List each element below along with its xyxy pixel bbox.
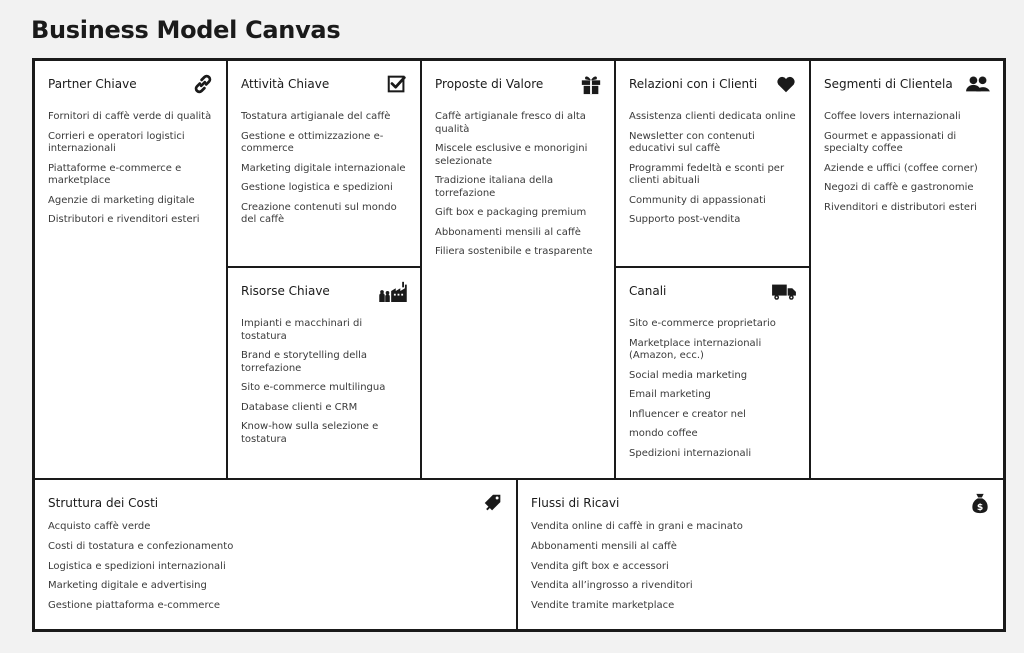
list-item: Gestione e ottimizzazione e-commerce [241,130,384,154]
block-title: Relazioni con i Clienti [629,77,758,91]
list-item: Coffee lovers internazionali [824,111,961,122]
block-items [241,318,410,453]
list-item: Gestione logistica e spedizioni [241,182,393,193]
list-item: Influencer e creator nel [629,408,746,420]
block-key-resources [228,268,422,478]
truck-icon [771,280,797,302]
list-item: Acquisto caffè verde [48,521,151,532]
block-title: Attività Chiave [241,77,330,91]
list-item: Piattaforme e-commerce e marketplace [48,162,182,186]
block-items [241,111,410,234]
checkbox-icon [386,73,408,95]
block-channels [616,268,811,478]
list-item: Vendita gift box e accessori [531,560,669,572]
block-title: Struttura dei Costi [48,496,159,510]
block-cost-structure [35,478,518,629]
list-item: Database clienti e CRM [241,401,358,413]
list-item: Abbonamenti mensili al caffè [435,226,581,238]
heart-icon [775,73,797,95]
list-item: Marketing digitale e advertising [48,580,207,592]
list-item: Aziende e uffici (coffee corner) [824,162,978,174]
block-key-partners [35,61,228,478]
list-item: Creazione contenuti sul mondo del caffè [241,201,397,225]
block-title: Proposte di Valore [435,77,544,91]
page-title: Business Model Canvas [31,16,341,44]
list-item: Gestione piattaforma e-commerce [48,600,220,612]
list-item: Assistenza clienti dedicata online [629,111,796,122]
block-items [629,318,799,467]
list-item: Tradizione italiana della torrefazione [435,175,554,199]
list-item: Vendite tramite marketplace [531,600,675,612]
price-tags-icon [482,492,504,514]
list-item: Vendita all’ingrosso a rivenditori [531,580,693,592]
block-items [824,111,993,221]
list-item: Email marketing [629,389,711,400]
list-item: Gourmet e appassionati di specialty coffee [824,130,957,154]
gift-icon [580,73,602,95]
block-title: Flussi di Ricavi [531,496,620,510]
list-item: Spedizioni internazionali [629,447,752,459]
block-title: Canali [629,284,667,298]
list-item: Rivenditori e distributori esteri [824,201,977,213]
svg-text:$: $ [976,501,984,513]
block-items [48,111,216,234]
block-title: Partner Chiave [48,77,137,91]
list-item: Miscele esclusive e monorigini selezionate [435,143,588,167]
users-icon [965,73,991,95]
list-item: Caffè artigianale fresco di alta qualità [435,111,586,135]
list-item: Fornitori di caffè verde di qualità [48,111,212,122]
list-item: Supporto post-vendita [629,214,741,225]
list-item: Marketplace internazionali (Amazon, ecc.) [629,337,762,361]
block-customer-relationships [616,61,811,268]
list-item: Social media marketing [629,369,748,381]
block-value-propositions [422,61,616,478]
block-title: Risorse Chiave [241,284,330,298]
list-item: Newsletter con contenuti educativi sul caffè [629,130,755,154]
block-items [629,111,799,234]
money-bag-icon [969,492,991,514]
business-model-canvas [32,58,1006,632]
list-item: Know-how sulla selezione e tostatura [241,421,379,445]
list-item: Negozi di caffè e gastronomie [824,182,974,193]
list-item: mondo coffee [629,428,698,439]
list-item: Logistica e spedizioni internazionali [48,560,226,572]
list-item: Costi di tostatura e confezionamento [48,540,234,552]
block-items [531,521,993,620]
factory-people-icon [378,280,408,302]
list-item: Abbonamenti mensili al caffè [531,540,677,552]
list-item: Marketing digitale internazionale [241,162,406,174]
list-item: Tostatura artigianale del caffè [241,111,391,122]
list-item: Vendita online di caffè in grani e macinato [531,521,743,532]
block-revenue-streams [518,478,1003,629]
list-item: Corrieri e operatori logistici internazionali [48,130,185,154]
list-item: Brand e storytelling della torrefazione [241,350,368,374]
block-items [48,521,506,620]
list-item: Programmi fedeltà e sconti per clienti abituali [629,162,785,186]
list-item: Sito e-commerce proprietario [629,318,776,329]
list-item: Filiera sostenibile e trasparente [435,246,593,257]
link-icon [192,73,214,95]
list-item: Gift box e packaging premium [435,207,587,218]
block-key-activities [228,61,422,268]
list-item: Agenzie di marketing digitale [48,194,195,206]
list-item: Impianti e macchinari di tostatura [241,318,363,342]
block-items [435,111,604,266]
list-item: Sito e-commerce multilingua [241,382,386,393]
block-title: Segmenti di Clientela [824,77,953,91]
list-item: Community di appassionati [629,194,766,206]
list-item: Distributori e rivenditori esteri [48,214,200,225]
block-customer-segments [811,61,1003,478]
